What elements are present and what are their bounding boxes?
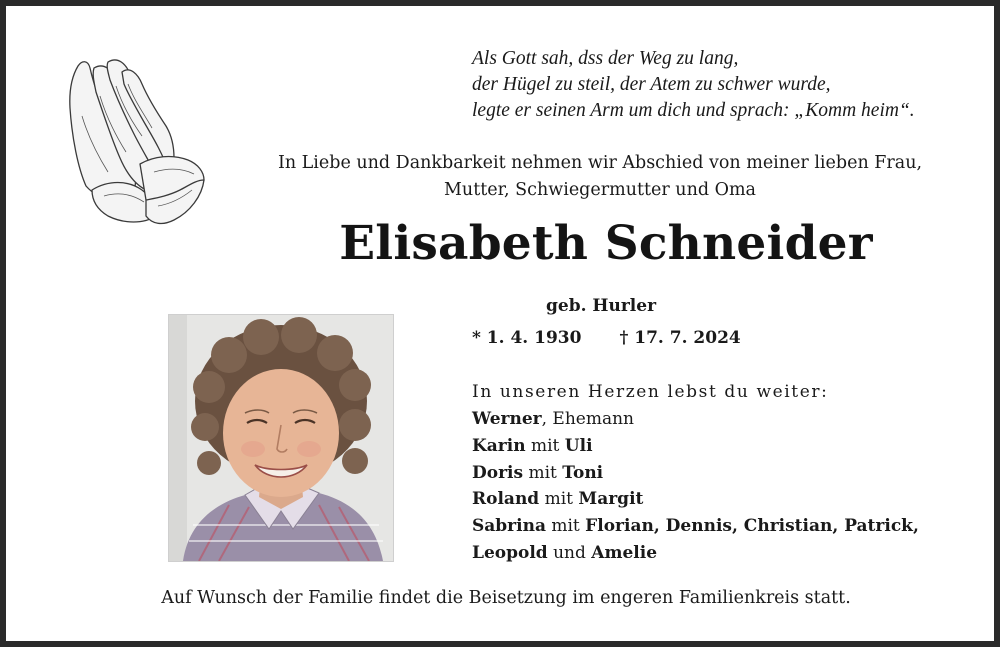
mourner-name: Uli bbox=[564, 435, 593, 456]
mourner-row bbox=[472, 406, 919, 433]
mourner-name: Werner bbox=[472, 409, 542, 429]
mourner-relation: mit bbox=[523, 462, 563, 483]
intro-line: In Liebe und Dankbarkeit nehmen wir Abschied von meiner lieben Frau, bbox=[277, 153, 923, 173]
mourner-name: Toni bbox=[562, 462, 604, 483]
life-dates bbox=[472, 328, 741, 348]
portrait-photo bbox=[168, 314, 394, 562]
mourner-relation: mit bbox=[539, 489, 579, 510]
birth-date: * 1. 4. 1930 bbox=[472, 328, 582, 348]
mourner-relation: und bbox=[547, 542, 592, 563]
mourner-name: Margit bbox=[578, 489, 644, 510]
mourner-name: Leopold bbox=[472, 542, 548, 563]
mourner-name: Roland bbox=[472, 489, 540, 510]
portrait-illustration bbox=[169, 315, 393, 561]
mourner-relation: , Ehemann bbox=[541, 409, 635, 429]
praying-hands-icon bbox=[64, 56, 209, 234]
mourner-row bbox=[472, 513, 919, 540]
mourner-name: Doris bbox=[472, 462, 524, 483]
mourner-row bbox=[472, 460, 919, 487]
mourner-name: Karin bbox=[472, 435, 526, 456]
poem-line: legte er seinen Arm um dich und sprach: „Komm heim“. bbox=[472, 100, 915, 121]
poem-line: Als Gott sah, dss der Weg zu lang, bbox=[472, 48, 739, 69]
birth-name: geb. Hurler bbox=[546, 296, 657, 316]
mourner-relation: mit bbox=[545, 516, 586, 537]
mourners-heading: In unseren Herzen lebst du weiter: bbox=[472, 382, 829, 402]
intro-text bbox=[230, 150, 970, 204]
closing-note: Auf Wunsch der Familie findet die Beisetzung im engeren Familienkreis statt. bbox=[161, 588, 851, 608]
poem-line: der Hügel zu steil, der Atem zu schwer wurde, bbox=[472, 74, 831, 95]
mourners-list bbox=[472, 406, 919, 567]
mourner-row bbox=[472, 486, 919, 513]
mourner-name: Florian, Dennis, Christian, Patrick, bbox=[585, 516, 919, 537]
mourner-name: Amelie bbox=[591, 542, 658, 563]
deceased-name: Elisabeth Schneider bbox=[339, 216, 873, 271]
poem bbox=[472, 46, 915, 124]
mourner-row bbox=[472, 540, 919, 567]
death-date: † 17. 7. 2024 bbox=[619, 328, 741, 348]
mourner-name: Sabrina bbox=[472, 516, 546, 537]
intro-line: Mutter, Schwiegermutter und Oma bbox=[444, 180, 756, 200]
mourner-row bbox=[472, 433, 919, 460]
mourner-relation: mit bbox=[525, 435, 565, 456]
